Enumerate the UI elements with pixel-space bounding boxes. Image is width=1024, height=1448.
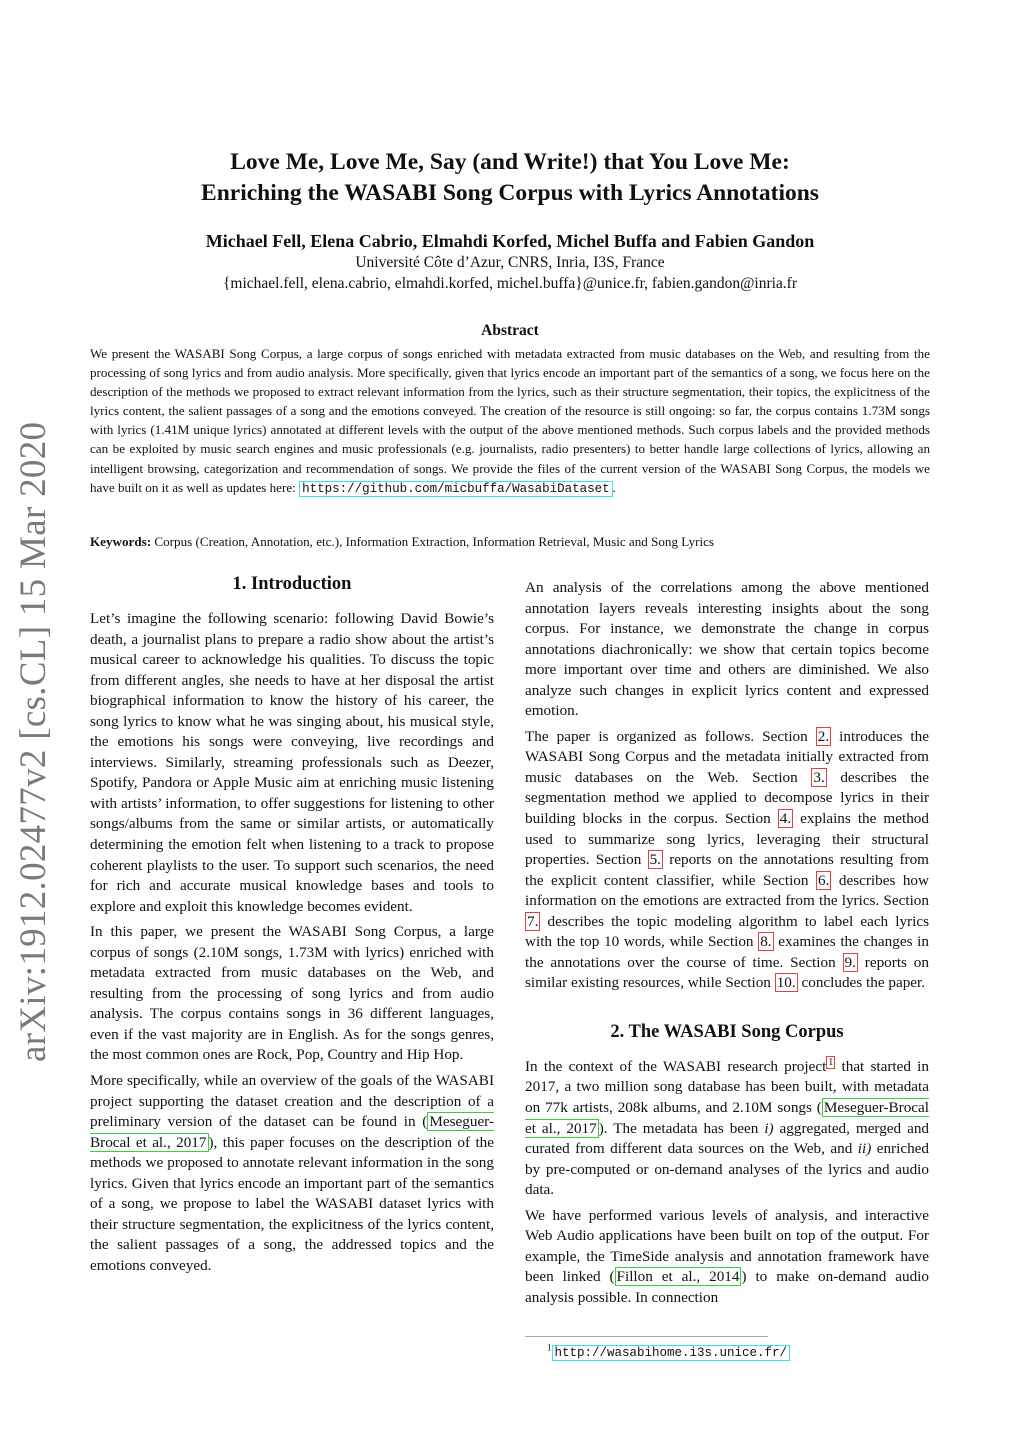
org-text: introduces the WASABI Song Corpus and the metadata initially extracted from music databases on the Web. Section bbox=[525, 727, 929, 786]
intro-p3-text-a: More specifically, while an overview of the goals of the WASABI project supporting the dataset creation and the description of a preliminary version of the dataset can be found in ( bbox=[90, 1072, 494, 1131]
corpus-text: In the context of the WASABI research project bbox=[525, 1057, 827, 1075]
intro-p3-text-b: ), this paper focuses on the description of the methods we proposed to annotate relevant information in the song lyrics. Given that lyrics encode an important part of the semantics of a song, we propose to label the WASABI dataset lyrics with their structure segmentation, the explicitness of the lyrics content, the salient passages of a song, the addressed topics and the emotions conveyed. bbox=[90, 1133, 494, 1274]
title-line-1: Love Me, Love Me, Say (and Write!) that You Love Me: bbox=[230, 149, 790, 175]
dataset-link[interactable]: https://github.com/micbuffa/WasabiDataset bbox=[299, 481, 613, 497]
section-ref-7[interactable]: 7. bbox=[527, 912, 539, 930]
org-text: describes the topic modeling algorithm to label each lyrics with the top 10 words, while Section bbox=[525, 912, 929, 951]
section-ref-8[interactable]: 8. bbox=[760, 933, 772, 951]
intro-paragraph-1: Let’s imagine the following scenario: following David Bowie’s death, a journalist plans to prepare a radio show about the artist’s musical career to acknowledge his qualities. To discuss the topic from different angles, she needs to have at her disposal the artist biographical information to know the history of his career, the song lyrics to know what he was singing about, his musical style, the emotions his songs were conveying, live recordings and interviews. Similarly, streaming professionals such as Deezer, Spotify, Pandora or Apple Music aim at enriching music listening with artists’ information, to offer suggestions for listening to other songs/albums from the same or similar artists, or automatically determining the emotion felt when listening to a track to propose coherent playlists to the user. To support such scenarios, the need for rich and accurate musical knowledge bases and tools to explore and exploit this knowledge becomes evident. bbox=[90, 610, 494, 915]
org-text: The paper is organized as follows. Section bbox=[525, 727, 816, 745]
org-text: concludes the paper. bbox=[797, 974, 926, 992]
section-ref-6[interactable]: 6. bbox=[817, 871, 830, 889]
left-column bbox=[90, 574, 494, 1282]
footnote-mark: 1 bbox=[547, 1342, 552, 1353]
corpus-text: We have performed various levels of analysis, and interactive Web Audio applications have been built on top of the output. For example, the TimeSide analysis and annotation framework have been linked ( bbox=[525, 1206, 929, 1286]
analysis-paragraph: An analysis of the correlations among the above mentioned annotation layers reveals interesting insights about the song corpus. For instance, we demonstrate the change in corpus annotations diachronically: we show that certain topics become more important over time and others are diminished. We also analyze such changes in explicit lyrics content and expressed emotion. bbox=[525, 579, 929, 720]
footnote-url-link[interactable]: http://wasabihome.i3s.unice.fr/ bbox=[552, 1345, 791, 1361]
corpus-text: ). The metadata has been bbox=[598, 1119, 765, 1137]
org-text: reports on similar existing resources, while Section bbox=[525, 953, 929, 992]
author-emails: {michael.fell, elena.cabrio, elmahdi.korfed, michel.buffa}@unice.fr, fabien.gandon@inria.fr bbox=[222, 275, 798, 292]
section-ref-9[interactable]: 9. bbox=[844, 953, 856, 971]
corpus-text: enriched by pre-computed or on-demand analyses of the lyrics and audio data. bbox=[525, 1140, 929, 1199]
abstract-body bbox=[90, 344, 930, 499]
org-text: reports on the annotations resulting from the explicit content classifier, while Section bbox=[525, 851, 929, 889]
right-column bbox=[525, 578, 929, 1314]
corpus-paragraph-2 bbox=[525, 1206, 929, 1309]
footnote-rule bbox=[525, 1336, 768, 1337]
footnote-ref-1[interactable]: 1 bbox=[828, 1056, 834, 1068]
org-text: explains the method used to summarize song lyrics, leveraging their structural properties. Section bbox=[525, 810, 929, 869]
section-ref-10[interactable]: 10. bbox=[776, 974, 796, 992]
author-list: Michael Fell, Elena Cabrio, Elmahdi Korfed, Michel Buffa and Fabien Gandon bbox=[205, 231, 815, 251]
intro-paragraph-2: In this paper, we present the WASABI Song Corpus, a large corpus of songs (2.10M songs, 1.73M with lyrics) enriched with metadata extracted from music databases on the Web, and resulting from the processing of song lyrics and from audio analysis. The corpus contains songs in 36 different languages, even if the vast majority are in English. As for the songs genres, the most common ones are Rock, Pop, Country and Hip Hop. bbox=[90, 923, 494, 1064]
paper-title bbox=[100, 147, 920, 209]
abstract-text: We present the WASABI Song Corpus, a large corpus of songs enriched with metadata extracted from music databases on the Web, and resulting from the processing of song lyrics and from audio analysis. More specifically, given that lyrics encode an important part of the semantics of a song, we focus here on the description of the methods we proposed to extract relevant information from the lyrics, such as their structure segmentation, their topics, the explicitness of the lyrics content, the salient passages of a song and the emotions conveyed. The creation of the resource is still ongoing: so far, the corpus contains 1.73M songs with lyrics (1.41M unique lyrics) annotated at different levels with the output of the above mentioned methods. Such corpus labels and the provided methods can be exploited by music search engines and music professionals (e.g. journalists, radio presenters) to better handle large collections of lyrics, allowing an intelligent browsing, categorization and recommendation of songs. We provide the files of the current version of the WASABI Song Corpus, the models we have built on it as well as updates here: bbox=[90, 346, 930, 495]
org-text: describes how information on the emotions are extracted from the lyrics. Section bbox=[525, 871, 929, 910]
org-text: examines the changes in the annotations over the course of time. Section bbox=[525, 933, 929, 971]
arxiv-identifier: arXiv:1912.02477v2 [cs.CL] 15 Mar 2020 bbox=[13, 421, 54, 1062]
affiliation: Université Côte d’Azur, CNRS, Inria, I3S, France bbox=[355, 254, 665, 271]
citation-link[interactable]: Meseguer-Brocal et al., 2017 bbox=[90, 1113, 494, 1151]
keywords-text: Corpus (Creation, Annotation, etc.), Information Extraction, Information Retrieval, Music and Song Lyrics bbox=[151, 534, 715, 549]
title-line-2: Enriching the WASABI Song Corpus with Lyrics Annotations bbox=[201, 180, 819, 206]
footnote bbox=[547, 1344, 790, 1360]
section-ref-4[interactable]: 4. bbox=[779, 810, 792, 828]
intro-paragraph-3 bbox=[90, 1071, 494, 1276]
abstract-end: . bbox=[612, 479, 616, 495]
section-ref-2[interactable]: 2. bbox=[817, 727, 830, 745]
corpus-text: aggregated, merged and curated from different data sources on the Web, and bbox=[525, 1119, 930, 1158]
section-ref-3[interactable]: 3. bbox=[813, 768, 825, 786]
section-1-title: 1. Introduction bbox=[232, 574, 352, 594]
section-2-title: 2. The WASABI Song Corpus bbox=[610, 1021, 844, 1042]
org-text: describes the segmentation method we applied to decompose lyrics in their building blocks in the corpus. Section bbox=[525, 768, 929, 828]
abstract-heading: Abstract bbox=[481, 322, 539, 339]
enum-ii: ii) bbox=[857, 1140, 872, 1158]
keywords-label: Keywords: bbox=[90, 534, 152, 549]
citation-link[interactable]: Fillon et al., 2014 bbox=[616, 1268, 740, 1286]
corpus-text: that started in 2017, a two million song database has been built, with metadata on 77k artists, 208k albums, and 2.10M songs ( bbox=[525, 1057, 929, 1117]
corpus-text: ) to make on-demand audio analysis possible. In connection bbox=[525, 1268, 929, 1306]
section-ref-5[interactable]: 5. bbox=[649, 851, 661, 869]
organization-paragraph bbox=[525, 727, 929, 994]
corpus-paragraph-1 bbox=[525, 1057, 929, 1201]
enum-i: i) bbox=[764, 1119, 774, 1137]
keywords bbox=[90, 532, 930, 551]
citation-link[interactable]: Meseguer-Brocal et al., 2017 bbox=[525, 1099, 929, 1137]
